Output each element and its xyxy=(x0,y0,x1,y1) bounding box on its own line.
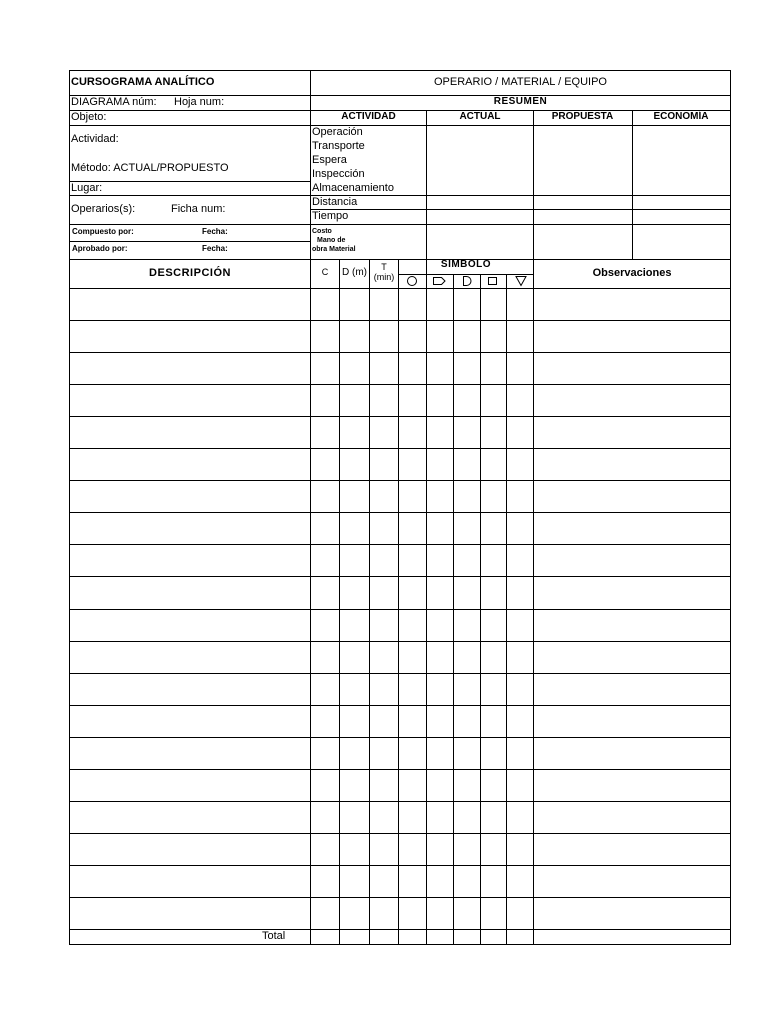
col-current: ACTUAL xyxy=(459,111,501,122)
total-label: Total xyxy=(262,930,286,942)
grid-line xyxy=(426,195,731,196)
time-header: T xyxy=(381,262,387,272)
grid-line xyxy=(69,181,311,182)
distance-header: D (m) xyxy=(342,267,367,278)
grid-line xyxy=(533,110,534,945)
grid-line xyxy=(339,259,340,945)
grid-line xyxy=(398,259,399,945)
diagram-num-label: DIAGRAMA núm: xyxy=(71,96,157,108)
grid-line xyxy=(69,480,731,481)
grid-line xyxy=(69,865,731,866)
grid-line xyxy=(69,320,731,321)
grid-line xyxy=(69,929,731,930)
grid-line xyxy=(69,70,731,71)
activity-time: Tiempo xyxy=(312,210,349,222)
grid-line xyxy=(69,352,731,353)
grid-line xyxy=(69,897,731,898)
place-label: Lugar: xyxy=(71,182,103,194)
grid-line xyxy=(69,241,311,242)
col-activity: ACTIVIDAD xyxy=(341,111,396,122)
description-header: DESCRIPCIÓN xyxy=(149,267,231,279)
activity-operation: Operación xyxy=(312,126,363,138)
grid-line xyxy=(426,110,427,260)
activity-storage: Almacenamiento xyxy=(312,182,394,194)
grid-line xyxy=(69,448,731,449)
grid-line xyxy=(69,737,731,738)
approved-by-label: Aprobado por: xyxy=(72,244,128,253)
date-label-2: Fecha: xyxy=(202,244,228,253)
grid-line xyxy=(69,673,731,674)
triangle-down-icon xyxy=(516,277,526,286)
grid-line xyxy=(69,641,731,642)
grid-line xyxy=(730,70,731,945)
grid-line xyxy=(69,544,731,545)
subject-type: OPERARIO / MATERIAL / EQUIPO xyxy=(434,76,607,88)
grid-line xyxy=(69,801,731,802)
activity-label: Actividad: xyxy=(71,133,119,145)
grid-line xyxy=(632,110,633,260)
grid-line xyxy=(69,833,731,834)
grid-line xyxy=(69,416,731,417)
grid-line xyxy=(69,944,731,945)
grid-line xyxy=(69,70,70,945)
grid-line xyxy=(69,195,311,196)
grid-line xyxy=(69,576,731,577)
symbol-icons xyxy=(399,273,533,288)
grid-line xyxy=(69,769,731,770)
operators-label: Operarios(s): xyxy=(71,203,136,215)
grid-line xyxy=(426,259,427,945)
grid-line xyxy=(69,609,731,610)
activity-wait: Espera xyxy=(312,154,347,166)
activity-distance: Distancia xyxy=(312,196,358,208)
grid-line xyxy=(310,209,731,210)
grid-line xyxy=(69,288,731,289)
method-label: Método: ACTUAL/PROPUESTO xyxy=(71,162,229,174)
time-unit-header: (min) xyxy=(373,272,395,282)
square-icon xyxy=(489,278,497,285)
date-label-1: Fecha: xyxy=(202,227,228,236)
grid-line xyxy=(69,705,731,706)
col-proposal: PROPUESTA xyxy=(551,111,614,122)
cost-line-1: Costo xyxy=(312,228,332,235)
activity-transport: Transporte xyxy=(312,140,365,152)
grid-line xyxy=(69,512,731,513)
cost-line-3: obra Material xyxy=(312,246,356,253)
composed-by-label: Compuesto por: xyxy=(72,227,134,236)
circle-icon xyxy=(408,277,417,286)
summary-title: RESUMEN xyxy=(493,96,548,107)
arrow-icon xyxy=(434,278,446,285)
record-num-label: Ficha num: xyxy=(171,203,226,215)
grid-line xyxy=(69,95,731,96)
grid-line xyxy=(69,384,731,385)
grid-line xyxy=(310,70,311,945)
observations-header: Observaciones xyxy=(592,267,672,279)
col-savings: ECONOMÍA xyxy=(653,111,709,122)
form-title: CURSOGRAMA ANALÍTICO xyxy=(71,76,215,88)
grid-line xyxy=(369,259,370,945)
c-header: C xyxy=(321,267,329,277)
cost-line-2: Mano de xyxy=(317,237,346,244)
d-shape-icon xyxy=(464,277,472,286)
symbol-header: SIMBOLO xyxy=(440,259,492,270)
object-label: Objeto: xyxy=(71,111,107,123)
activity-inspection: Inspección xyxy=(312,168,365,180)
sheet-num-label: Hoja num: xyxy=(174,96,225,108)
